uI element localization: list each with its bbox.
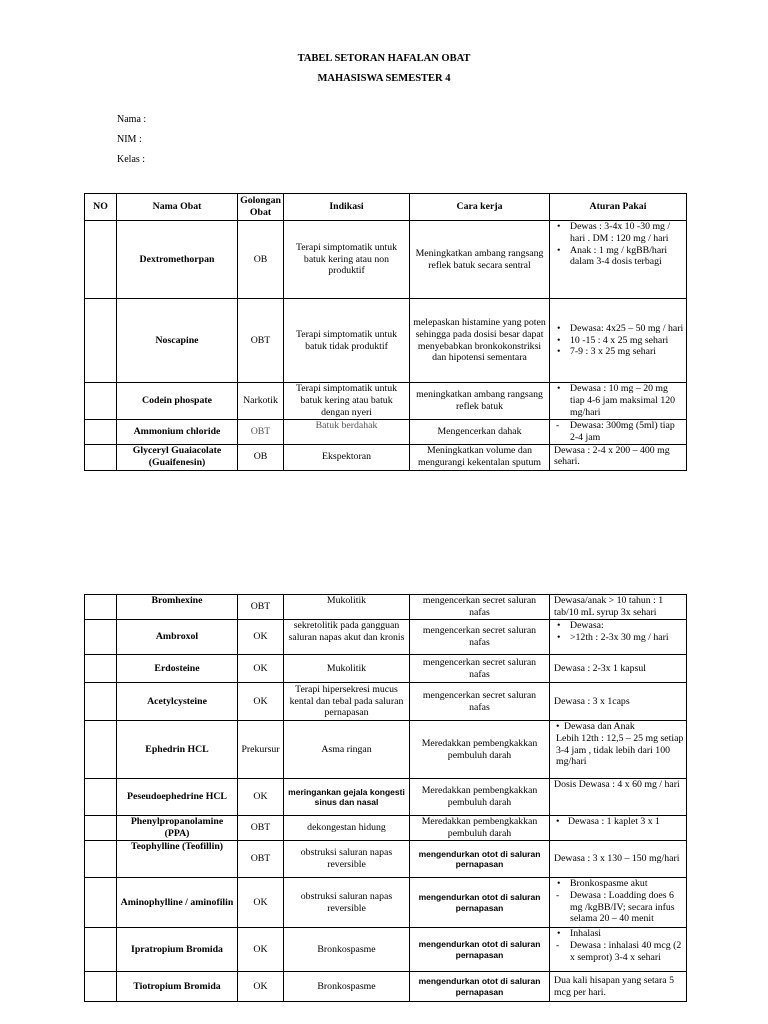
cell-aturan-pakai	[550, 816, 687, 841]
cell-nama-obat: Dextromethorpan	[117, 221, 238, 299]
list-item: • >12th : 2-3x 30 mg / hari	[552, 632, 684, 644]
cell-aturan-pakai	[550, 299, 687, 383]
cell-nama-obat: Tiotropium Bromida	[117, 972, 238, 1002]
cell-cara-kerja: Meredakkan pembengkakkan pembuluh darah	[410, 721, 550, 779]
cell-aturan-pakai	[550, 420, 687, 445]
cell-aturan-pakai	[550, 721, 687, 779]
cell-aturan-pakai: Dewasa : 2-3x 1 kapsul	[550, 655, 687, 683]
cell-golongan: OBT	[238, 299, 284, 383]
list-item: • 10 -15 : 4 x 25 mg sehari	[552, 335, 684, 347]
table-row	[85, 721, 687, 779]
list-item: • Dewasa:	[552, 620, 684, 632]
cell-nama-obat: Aminophylline / aminofilin	[117, 878, 238, 928]
cell-indikasi: Asma ringan	[284, 721, 410, 779]
cell-nama-obat: Ephedrin HCL	[117, 721, 238, 779]
cell-aturan-pakai: Dewasa : 2-4 x 200 – 400 mg sehari.	[550, 444, 687, 470]
cell-cara-kerja: mengencerkan secret saluran nafas	[410, 655, 550, 683]
cell-golongan: OBT	[238, 816, 284, 841]
cell-indikasi: Ekspektoran	[284, 444, 410, 470]
cell-golongan: OK	[238, 779, 284, 816]
table-row	[85, 972, 687, 1002]
table-row	[85, 420, 687, 445]
cell-nama-obat: Ammonium chloride	[117, 420, 238, 445]
drug-table-1	[84, 193, 687, 471]
table-row	[85, 683, 687, 721]
cell-aturan-pakai: Dua kali hisapan yang setara 5 mcg per hari.	[550, 972, 687, 1002]
aturan-text: Lebih 12th : 12,5 – 25 mg setiap 3-4 jam , tidak lebih dari 100 mg/hari	[556, 732, 684, 768]
cell-indikasi: Terapi simptomatik untuk batuk kering atau non produktif	[284, 221, 410, 299]
cell-no	[85, 779, 117, 816]
cell-nama-obat: Codein phospate	[117, 383, 238, 420]
cell-indikasi: Bronkospasme	[284, 928, 410, 972]
cell-indikasi: Terapi hipersekresi mucus kental dan tebal pada saluran pernapasan	[284, 683, 410, 721]
cell-no	[85, 221, 117, 299]
cell-indikasi: Bronkospasme	[284, 972, 410, 1002]
cell-golongan: OBT	[238, 841, 284, 878]
cell-indikasi: meringankan gejala kongesti sinus dan nasal	[284, 779, 410, 816]
header-cara-kerja: Cara kerja	[410, 194, 550, 221]
table-row	[85, 383, 687, 420]
cell-golongan: OBT	[238, 595, 284, 620]
cell-nama-obat: Glyceryl Guaiacolate (Guaifenesin)	[117, 444, 238, 470]
table-row	[85, 878, 687, 928]
table-row	[85, 444, 687, 470]
table-header-row	[85, 194, 687, 221]
cell-nama-obat: Bromhexine	[117, 595, 238, 620]
field-kelas: Kelas :	[117, 154, 146, 165]
cell-golongan: Narkotik	[238, 383, 284, 420]
header-aturan-pakai: Aturan Pakai	[550, 194, 687, 221]
cell-no	[85, 928, 117, 972]
cell-cara-kerja: Meredakkan pembengkakkan pembuluh darah	[410, 816, 550, 841]
cell-indikasi: Mukolitik	[284, 595, 410, 620]
cell-indikasi: Terapi simptomatik untuk batuk kering atau batuk dengan nyeri	[284, 383, 410, 420]
cell-cara-kerja: meningkatkan ambang rangsang reflek batuk	[410, 383, 550, 420]
table-row	[85, 655, 687, 683]
cell-aturan-pakai	[550, 620, 687, 655]
cell-nama-obat: Acetylcysteine	[117, 683, 238, 721]
list-item: • 7-9 : 3 x 25 mg sehari	[552, 346, 684, 358]
table-row	[85, 816, 687, 841]
cell-no	[85, 878, 117, 928]
cell-nama-obat: Phenylpropanolamine (PPA)	[117, 816, 238, 841]
cell-nama-obat: Ambroxol	[117, 620, 238, 655]
list-item: • Dewasa : 1 kaplet 3 x 1	[552, 816, 684, 828]
cell-golongan: Prekursur	[238, 721, 284, 779]
cell-golongan: OK	[238, 928, 284, 972]
document-title: TABEL SETORAN HAFALAN OBAT	[297, 53, 471, 64]
cell-aturan-pakai: Dewasa : 3 x 130 – 150 mg/hari	[550, 841, 687, 878]
cell-cara-kerja: mengendurkan otot di saluran pernapasan	[410, 972, 550, 1002]
cell-nama-obat: Erdosteine	[117, 655, 238, 683]
cell-aturan-pakai	[550, 221, 687, 299]
cell-no	[85, 655, 117, 683]
cell-indikasi: obstruksi saluran napas reversible	[284, 878, 410, 928]
field-nama: Nama :	[117, 114, 147, 125]
cell-aturan-pakai: Dewasa/anak > 10 tahun : 1 tab/10 mL syrup 3x sehari	[550, 595, 687, 620]
cell-golongan: OK	[238, 972, 284, 1002]
cell-nama-obat: Ipratropium Bromida	[117, 928, 238, 972]
cell-aturan-pakai: Dewasa : 3 x 1caps	[550, 683, 687, 721]
cell-no	[85, 841, 117, 878]
cell-nama-obat: Noscapine	[117, 299, 238, 383]
cell-nama-obat: Peseudoephedrine HCL	[117, 779, 238, 816]
cell-no	[85, 383, 117, 420]
header-no: NO	[85, 194, 117, 221]
table-row	[85, 620, 687, 655]
cell-golongan: OK	[238, 683, 284, 721]
cell-nama-obat: Teophylline (Teofillin)	[117, 841, 238, 878]
cell-golongan: OBT	[238, 420, 284, 445]
cell-cara-kerja: mengendurkan otot di saluran pernapasan	[410, 841, 550, 878]
list-item: - Dewasa : Loadding does 6 mg /kgBB/IV; secara infus selama 20 – 40 menit	[552, 890, 684, 925]
list-item: - Dewasa : inhalasi 40 mcg (2 x semprot) 3-4 x sehari	[552, 940, 684, 964]
list-item: • Anak : 1 mg / kgBB/hari dalam 3-4 dosis terbagi	[552, 245, 684, 269]
cell-aturan-pakai: Dosis Dewasa : 4 x 60 mg / hari	[550, 779, 687, 816]
table-row	[85, 779, 687, 816]
table-row	[85, 221, 687, 299]
list-item: • Bronkospasme akut	[552, 878, 684, 890]
cell-no	[85, 444, 117, 470]
cell-cara-kerja: Meredakkan pembengkakkan pembuluh darah	[410, 779, 550, 816]
cell-no	[85, 620, 117, 655]
cell-cara-kerja: mengencerkan secret saluran nafas	[410, 683, 550, 721]
drug-table-2	[84, 594, 687, 1002]
header-golongan: Golongan Obat	[238, 194, 284, 221]
header-indikasi: Indikasi	[284, 194, 410, 221]
cell-indikasi: dekongestan hidung	[284, 816, 410, 841]
cell-cara-kerja: mengendurkan otot di saluran pernapasan	[410, 928, 550, 972]
list-item: - Dewasa: 300mg (5ml) tiap 2-4 jam	[552, 420, 684, 444]
cell-cara-kerja: mengencerkan secret saluran nafas	[410, 620, 550, 655]
cell-no	[85, 595, 117, 620]
cell-indikasi: Mukolitik	[284, 655, 410, 683]
cell-indikasi: obstruksi saluran napas reversible	[284, 841, 410, 878]
table-row	[85, 928, 687, 972]
list-item: • Dewas : 3-4x 10 -30 mg / hari . DM : 120 mg / hari	[552, 221, 684, 245]
cell-golongan: OB	[238, 221, 284, 299]
cell-golongan: OK	[238, 878, 284, 928]
list-item: • Dewasa dan Anak	[552, 721, 684, 733]
cell-golongan: OK	[238, 620, 284, 655]
header-nama-obat: Nama Obat	[117, 194, 238, 221]
cell-no	[85, 721, 117, 779]
cell-no	[85, 299, 117, 383]
cell-indikasi: Terapi simptomatik untuk batuk tidak produktif	[284, 299, 410, 383]
cell-no	[85, 972, 117, 1002]
cell-no	[85, 683, 117, 721]
list-item: • Dewasa: 4x25 – 50 mg / hari	[552, 323, 684, 335]
list-item: • Dewasa : 10 mg – 20 mg tiap 4-6 jam maksimal 120 mg/hari	[552, 383, 684, 418]
cell-aturan-pakai	[550, 383, 687, 420]
field-nim: NIM :	[117, 134, 142, 145]
cell-aturan-pakai	[550, 928, 687, 972]
cell-cara-kerja: mengencerkan secret saluran nafas	[410, 595, 550, 620]
table-row	[85, 841, 687, 878]
table-row	[85, 299, 687, 383]
document-subtitle: MAHASISWA SEMESTER 4	[317, 73, 451, 84]
cell-cara-kerja: Meningkatkan volume dan mengurangi kekentalan sputum	[410, 444, 550, 470]
cell-golongan: OB	[238, 444, 284, 470]
list-item: • Inhalasi	[552, 928, 684, 940]
table-row	[85, 595, 687, 620]
cell-golongan: OK	[238, 655, 284, 683]
cell-aturan-pakai	[550, 878, 687, 928]
cell-cara-kerja: mengendurkan otot di saluran pernapasan	[410, 878, 550, 928]
cell-cara-kerja: melepaskan histamine yang poten sehingga pada dosisi besar dapat menyebabkan bronkokonstriksi dan hipotensi sementara	[410, 299, 550, 383]
cell-no	[85, 816, 117, 841]
cell-indikasi: sekretolitik pada gangguan saluran napas akut dan kronis	[284, 620, 410, 655]
cell-cara-kerja: Mengencerkan dahak	[410, 420, 550, 445]
cell-cara-kerja: Meningkatkan ambang rangsang reflek batuk secara sentral	[410, 221, 550, 299]
cell-no	[85, 420, 117, 445]
cell-indikasi: Batuk berdahak	[284, 420, 410, 445]
